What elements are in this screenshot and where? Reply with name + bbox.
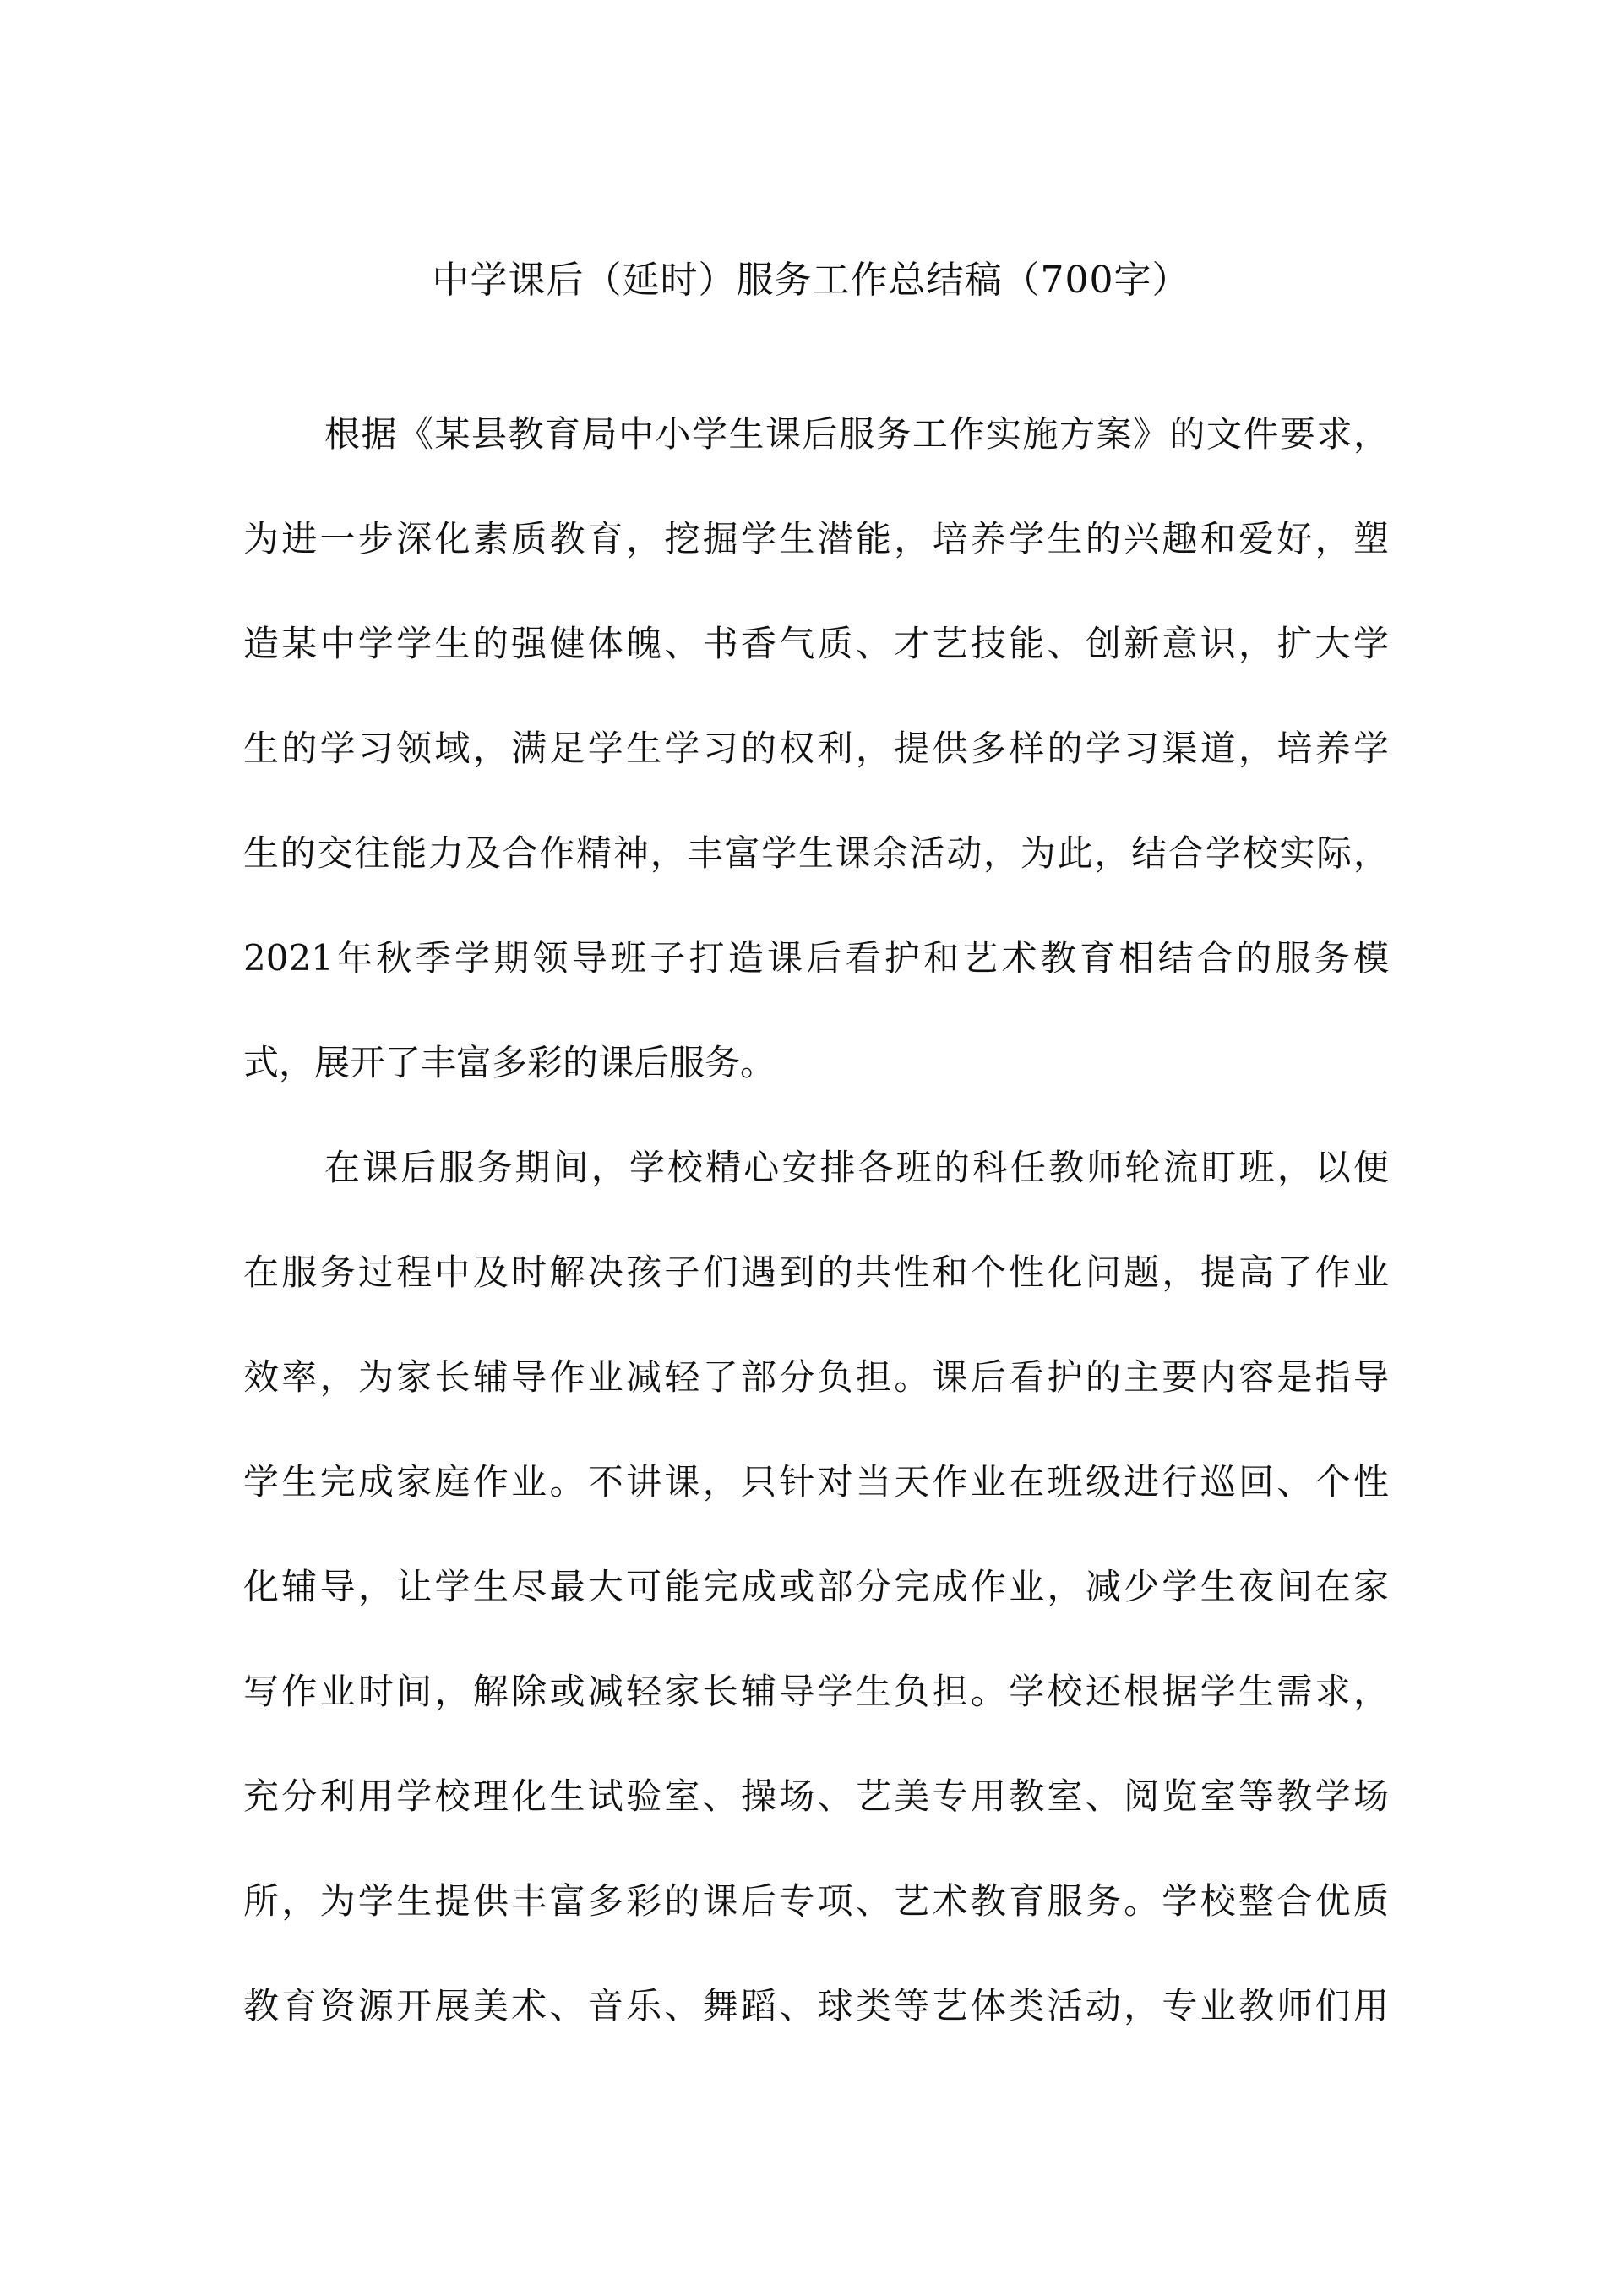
paragraph-line: 教育资源开展美术、音乐、舞蹈、球类等艺体类活动，专业教师们用 — [243, 1985, 1389, 2026]
paragraph-line: 根据《某县教育局中小学生课后服务工作实施方案》的文件要求， — [324, 413, 1389, 455]
paragraph-line: 效率，为家长辅导作业减轻了部分负担。课后看护的主要内容是指导 — [243, 1356, 1389, 1398]
paragraph-line: 学生完成家庭作业。不讲课，只针对当天作业在班级进行巡回、个性 — [243, 1461, 1389, 1502]
paragraph-line: 写作业时间，解除或减轻家长辅导学生负担。学校还根据学生需求， — [243, 1671, 1389, 1712]
paragraph-line: 生的交往能力及合作精神，丰富学生课余活动，为此，结合学校实际， — [243, 832, 1389, 874]
paragraph-line: 造某中学学生的强健体魄、书香气质、才艺技能、创新意识，扩大学 — [243, 623, 1389, 664]
paragraph-line: 生的学习领域，满足学生学习的权利，提供多样的学习渠道，培养学 — [243, 728, 1389, 769]
paragraph-line: 充分利用学校理化生试验室、操场、艺美专用教室、阅览室等教学场 — [243, 1775, 1389, 1817]
paragraph-line: 2021年秋季学期领导班子打造课后看护和艺术教育相结合的服务模 — [243, 937, 1389, 979]
paragraph-line: 所，为学生提供丰富多彩的课后专项、艺术教育服务。学校整合优质 — [243, 1880, 1389, 1922]
paragraph-line: 为进一步深化素质教育，挖掘学生潜能，培养学生的兴趣和爱好，塑 — [243, 518, 1389, 559]
paragraph-line: 化辅导，让学生尽最大可能完成或部分完成作业，减少学生夜间在家 — [243, 1566, 1389, 1607]
document-body — [243, 382, 1389, 2059]
document-title: 中学课后（延时）服务工作总结稿（700字） — [432, 259, 1190, 302]
paragraph-line: 式，展开了丰富多彩的课后服务。 — [243, 1042, 776, 1083]
paragraph-line: 在服务过程中及时解决孩子们遇到的共性和个性化问题，提高了作业 — [243, 1252, 1389, 1293]
paragraph-line: 在课后服务期间，学校精心安排各班的科任教师轮流盯班，以便 — [324, 1147, 1389, 1188]
